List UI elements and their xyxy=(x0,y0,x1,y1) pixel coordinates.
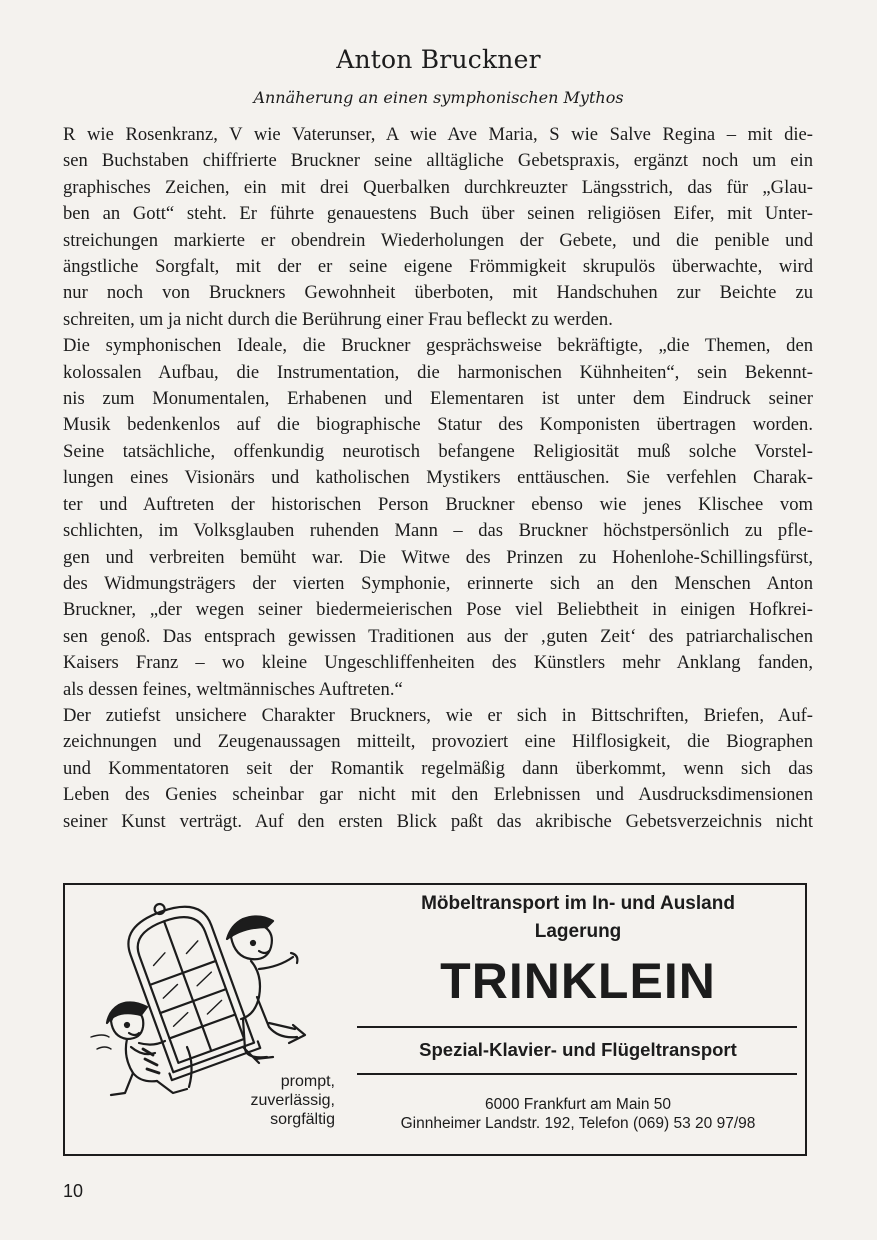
text-line: ter und Auftreten der historischen Person Bruckner ebenso wie jenes Klischee vom xyxy=(63,493,813,515)
text-line: sen genoß. Das entsprach gewissen Traditionen aus der ‚guten Zeit‘ des patriarchalischen xyxy=(63,625,813,647)
text-line: Kaisers Franz – wo kleine Ungeschliffenheiten des Künstlers mehr Anklang fanden, xyxy=(63,652,813,674)
advertisement-box xyxy=(63,883,807,1156)
text-line: Musik bedenkenlos auf die biographische Statur des Komponisten übertragen worden. xyxy=(63,414,813,436)
text-line: Seine tatsächliche, offenkundig neurotisch befangene Religiosität muß solche Vorstel- xyxy=(63,440,813,462)
text-line: Leben des Genies scheinbar gar nicht mit den Erlebnissen und Ausdrucksdimensionen xyxy=(63,784,813,806)
article-body xyxy=(63,122,813,835)
page-number: 10 xyxy=(63,1181,84,1201)
ad-divider-top xyxy=(357,1026,797,1028)
text-line: gen und verbreiten bemüht war. Die Witwe des Prinzen zu Hohenlohe-Schillingsfürst, xyxy=(63,546,813,568)
paragraph-1 xyxy=(63,122,813,333)
slogan-line: sorgfältig xyxy=(270,1111,335,1128)
text-line: lungen eines Visionärs und katholischen Mystikers enttäuschen. Sie verfehlen Charak- xyxy=(63,467,813,489)
text-line: schreiten, um ja nicht durch die Berührung einer Frau befleckt zu werden. xyxy=(63,308,613,330)
text-line: nur noch von Bruckners Gewohnheit überboten, mit Handschuhen zur Beichte zu xyxy=(63,282,813,304)
text-line: nis zum Monumentalen, Erhabenen und Elementaren ist unter dem Eindruck seiner xyxy=(63,388,813,410)
text-line: des Widmungsträgers der vierten Symphonie, erinnerte sich an den Menschen Anton xyxy=(63,572,813,594)
text-line: kolossalen Aufbau, die Instrumentation, die harmonischen Kühnheiten“, sein Bekennt- xyxy=(63,361,813,383)
text-line: zeichnungen und Zeugenaussagen mitteilt, provoziert eine Hilflosigkeit, die Biographen xyxy=(63,731,813,753)
ad-address: Ginnheimer Landstr. 192, Telefon (069) 53 20 97/98 xyxy=(400,1115,756,1132)
slogan-line: prompt, xyxy=(280,1073,335,1090)
text-line: streichungen markierte er obendrein Wiederholungen der Gebete, und die penible und xyxy=(63,229,813,251)
text-line: schlichten, im Volksglauben ruhenden Mann – das Bruckner höchstpersönlich zu pfle- xyxy=(63,520,813,542)
text-line: Bruckner, „der wegen seiner biedermeierischen Pose viel Beliebtheit in einigen Hofkrei- xyxy=(63,599,813,621)
ad-service-line: Spezial-Klavier- und Flügeltransport xyxy=(419,1039,737,1060)
ad-headline: Möbeltransport im In- und Ausland xyxy=(421,893,735,914)
text-line: R wie Rosenkranz, V wie Vaterunser, A wie Ave Maria, S wie Salve Regina – mit die- xyxy=(63,124,813,145)
slogan-line: zuverlässig, xyxy=(250,1092,335,1109)
text-line: sen Buchstaben chiffrierte Bruckner seine alltägliche Gebetspraxis, ergänzt noch um ein xyxy=(63,150,813,172)
text-line: Die symphonischen Ideale, die Bruckner gesprächsweise bekräftigte, „die Themen, den xyxy=(63,335,813,357)
text-line: seiner Kunst verträgt. Auf den ersten Blick paßt das akribische Gebetsverzeichnis nicht xyxy=(63,810,813,832)
text-line: ben an Gott“ steht. Er führte genauestens Buch über seinen religiösen Eifer, mit Unter- xyxy=(63,203,813,225)
text-line: als dessen feines, weltmännisches Auftreten.“ xyxy=(63,678,403,700)
article-subtitle: Annäherung an einen symphonischen Mythos xyxy=(253,88,624,107)
paragraph-3 xyxy=(63,703,813,835)
ad-brand-name: TRINKLEIN xyxy=(440,953,716,1009)
text-line: und Kommentatoren seit der Romantik regelmäßig dann überkommt, wenn sich das xyxy=(63,757,813,779)
ad-city: 6000 Frankfurt am Main 50 xyxy=(484,1096,672,1113)
page-title: Anton Bruckner xyxy=(336,45,541,74)
paragraph-2 xyxy=(63,333,813,703)
ad-slogan xyxy=(210,1072,335,1129)
text-line: graphisches Zeichen, ein mit drei Querbalken durchkreuzter Längsstrich, das für „Glau- xyxy=(63,176,813,198)
ad-subheadline: Lagerung xyxy=(534,921,622,942)
ad-divider-bottom xyxy=(357,1073,797,1075)
text-line: Der zutiefst unsichere Charakter Bruckners, wie er sich in Bittschriften, Briefen, Auf- xyxy=(63,704,813,726)
text-line: ängstliche Sorgfalt, mit der er seine eigene Frömmigkeit skrupulös überwachte, wird xyxy=(63,256,813,278)
